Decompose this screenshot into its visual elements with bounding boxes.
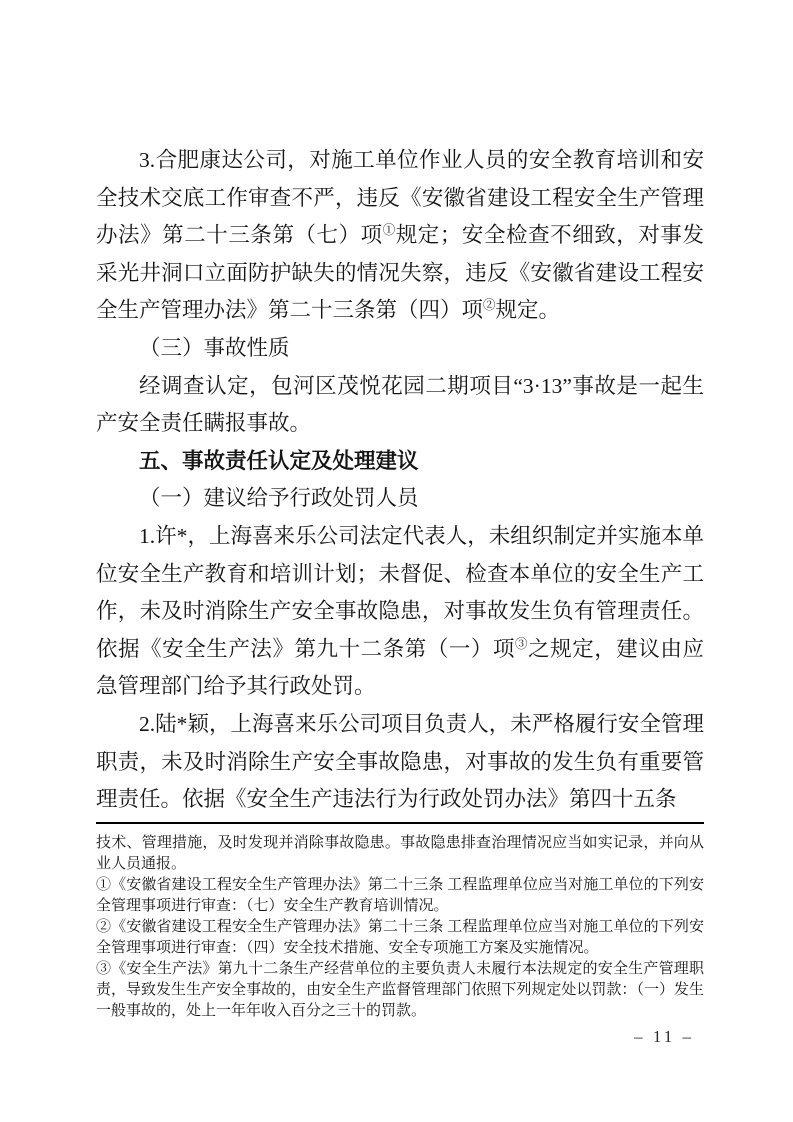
footnote-item: ③《安全生产法》第九十二条生产经营单位的主要负责人未履行本法规定的安全生产管理职责，导致发生生产安全事故的，由安全生产监督管理部门依照下列规定处以罚款：（一）发生一般事故的，处上一年年收入百分之三十的罚款。 [96,961,704,1019]
text-run: 之规定，建议由应急管理部门给予其行政处罚。 [96,636,704,699]
text-run: （一）建议给予行政处罚人员 [139,486,419,511]
sub-heading [96,330,704,368]
text-run: 3.合肥康达公司，对施工单位作业人员的安全教育培训和安全技术交底工作审查不严，违反《安徽省建设工程安全生产管理办法》第二十三条第（七）项 [96,148,704,248]
text-run: 1.许*，上海喜来乐公司法定代表人，未组织制定并实施本单位安全生产教育和培训计划；未督促、检查本单位的安全生产工作，未及时消除生产安全事故隐患，对事故发生负有管理责任。依据《安全生产法》第九十二条第（一）项 [96,523,704,661]
footnote-separator [96,822,704,824]
page-number: – 11 – [634,1027,694,1046]
text-run: （三）事故性质 [139,335,290,360]
footnote-ref: ② [483,298,496,313]
text-run: 规定。 [495,298,561,323]
paragraph [96,368,704,443]
text-run: 2.陆*颖，上海喜来乐公司项目负责人，未严格履行安全管理职责，未及时消除生产安全事故隐患，对事故的发生负有重要管理责任。依据《安全生产违法行为行政处罚办法》第四十五条 [96,711,704,812]
text-run: 五、事故责任认定及处理建议 [139,448,419,473]
paragraph [96,142,704,330]
footnote-item: ②《安徽省建设工程安全生产管理办法》第二十三条 工程监理单位应当对施工单位的下列安全管理事项进行审查：（四）安全技术措施、安全专项施工方案及实施情况。 [96,919,704,956]
sub-heading [96,480,704,518]
section-heading [96,443,704,481]
footnote-item: ①《安徽省建设工程安全生产管理办法》第二十三条 工程监理单位应当对施工单位的下列安全管理事项进行审查：（七）安全生产教育培训情况。 [96,877,704,914]
paragraph [96,706,704,819]
footnotes-list [96,833,704,1022]
footnote-item: 技术、管理措施，及时发现并消除事故隐患。事故隐患排查治理情况应当如实记录，并向从业人员通报。 [96,835,704,872]
footnote-ref: ① [382,223,396,238]
text-run: 规定；安全检查不细致，对事发采光井洞口立面防护缺失的情况失察，违反《安徽省建设工程安全生产管理办法》第二十三条第（四）项 [96,223,704,323]
footnotes-section [96,822,704,1022]
paragraph [96,518,704,706]
document-body [96,142,704,819]
text-run: 经调查认定，包河区茂悦花园二期项目“3·13”事故是一起生产安全责任瞒报事故。 [96,373,704,436]
footnote-ref: ③ [515,636,529,651]
